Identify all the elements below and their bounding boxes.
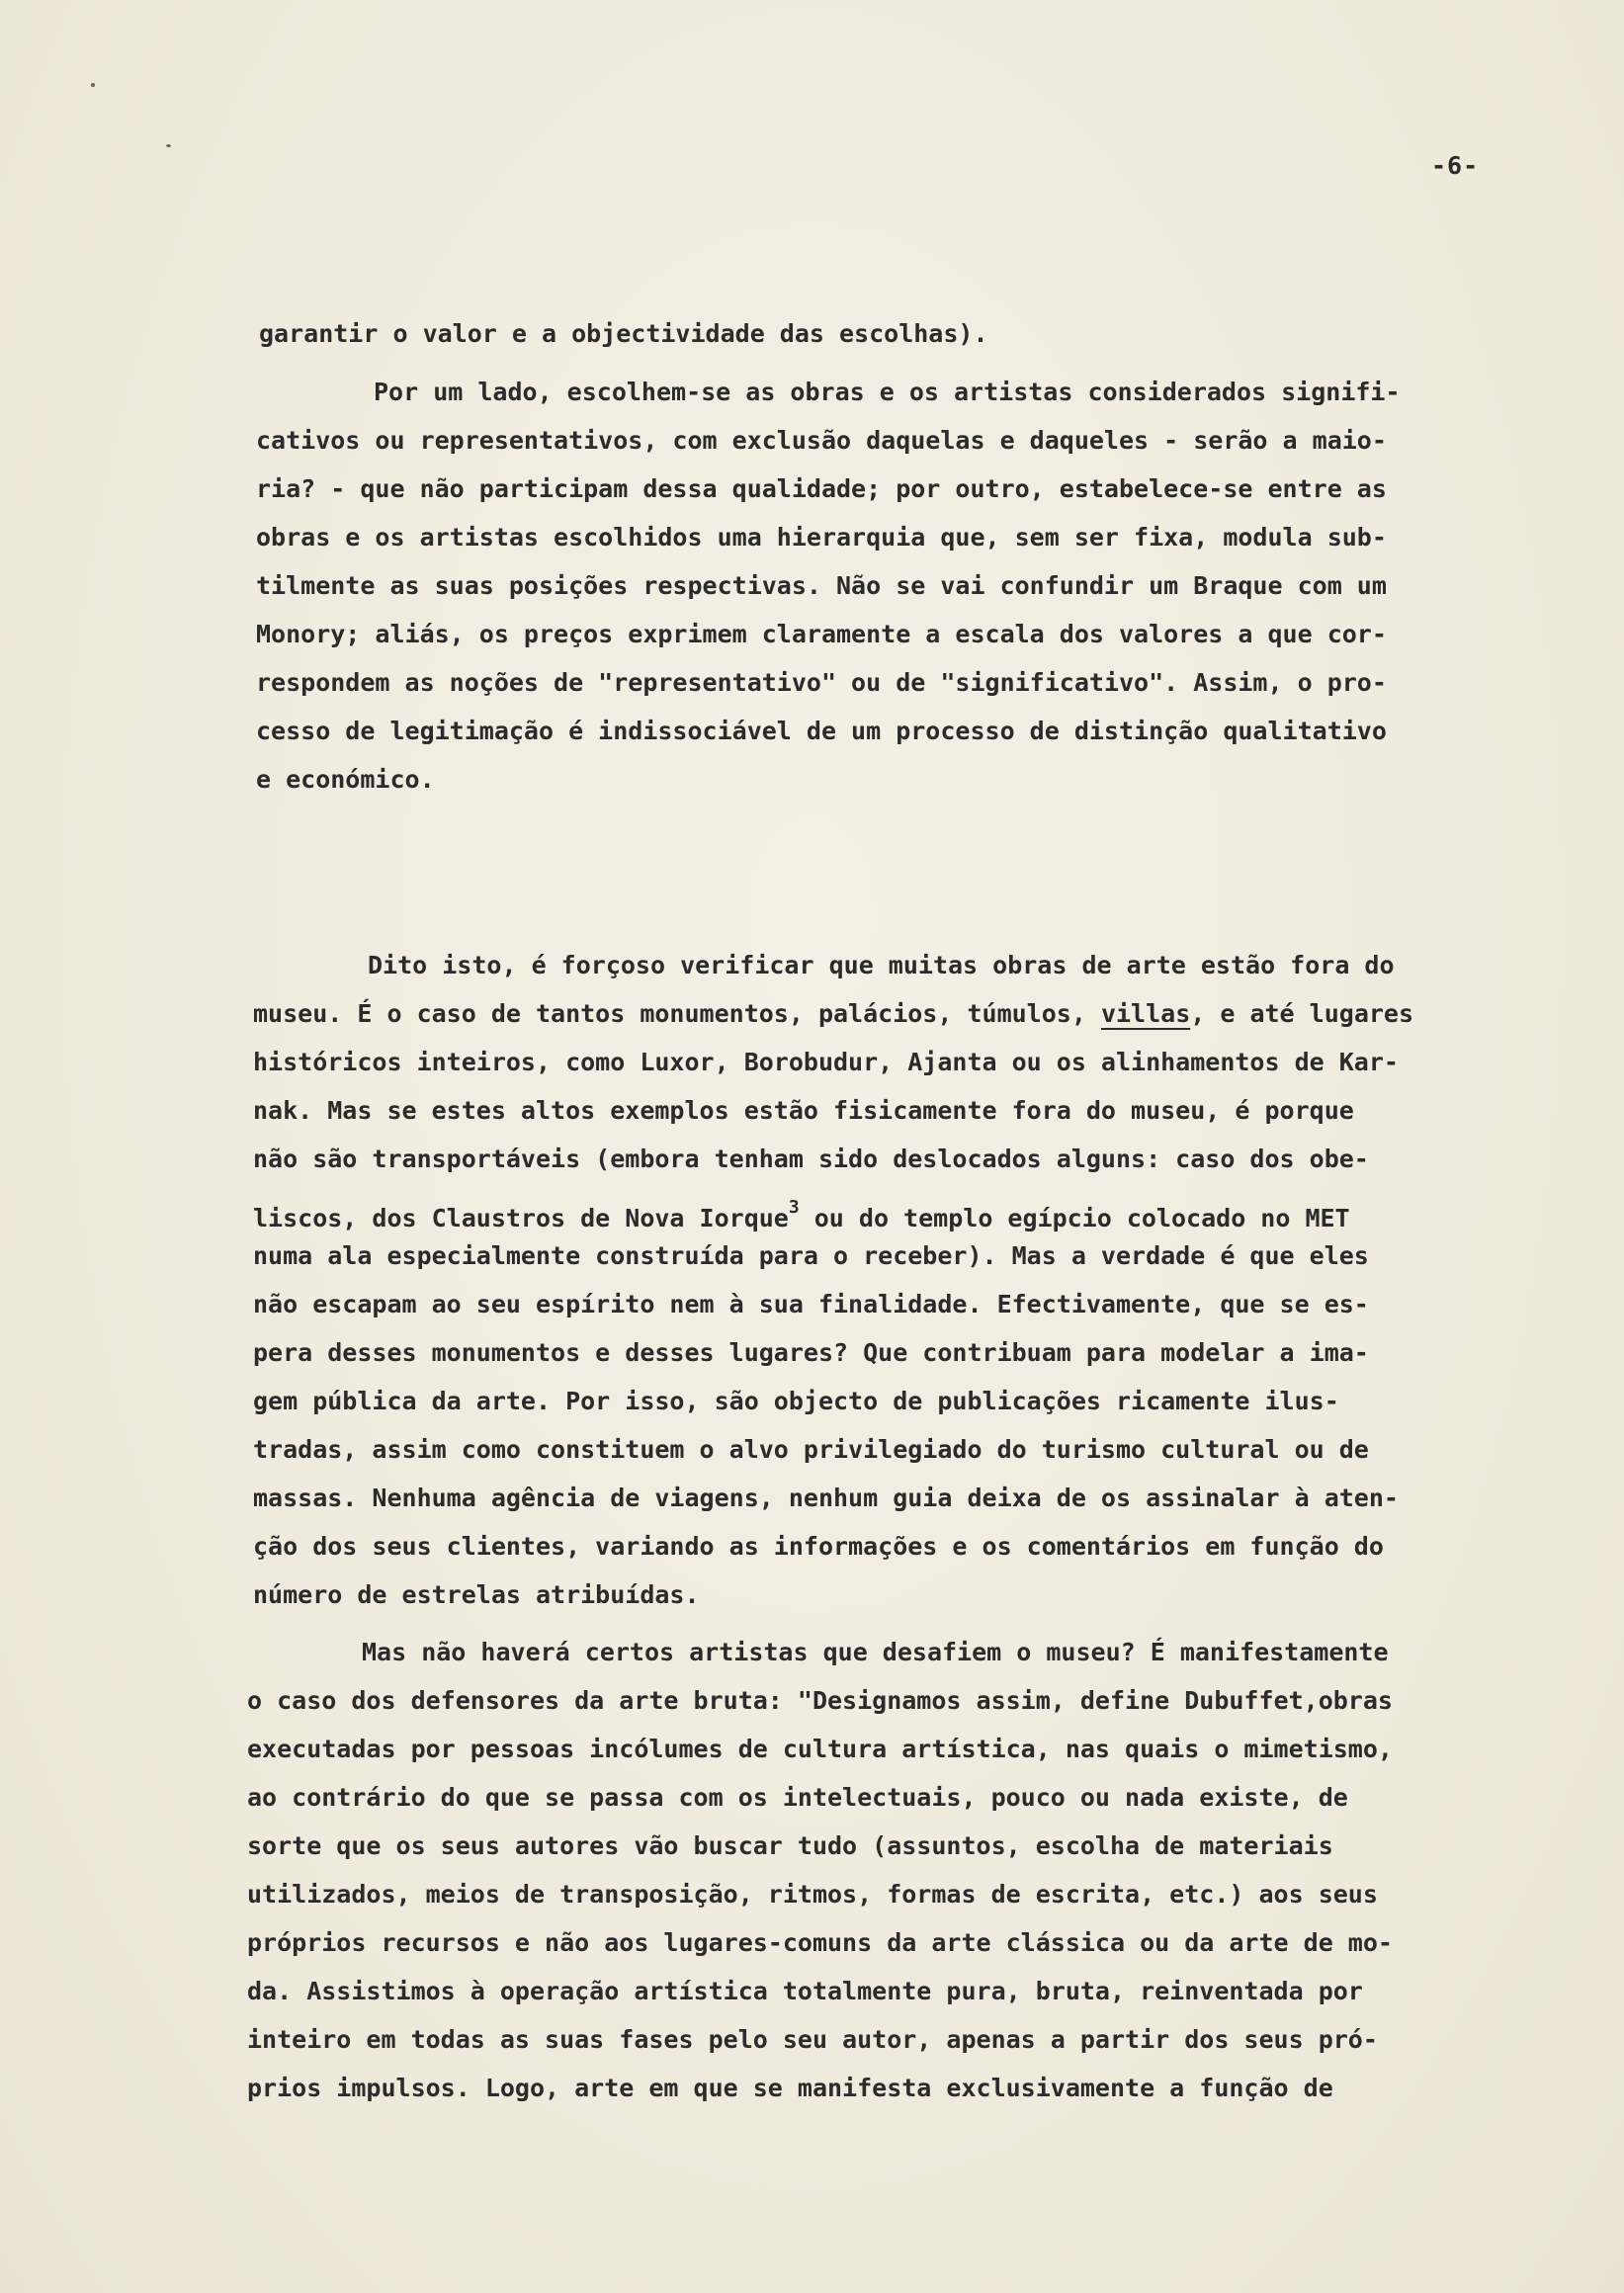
text-line: próprios recursos e não aos lugares-comuns da arte clássica ou da arte de mo- [247,1928,1393,1957]
text-line: tilmente as suas posições respectivas. Não se vai confundir um Braque com um [256,571,1387,600]
text-span: , e até lugares [1190,999,1414,1028]
text-line: pera desses monumentos e desses lugares? Que contribuam para modelar a ima- [253,1338,1369,1367]
text-line: não escapam ao seu espírito nem à sua finalidade. Efectivamente, que se es- [253,1290,1369,1318]
text-line: nak. Mas se estes altos exemplos estão fisicamente fora do museu, é porque [253,1096,1354,1125]
text-line: Dito isto, é forçoso verificar que muitas obras de arte estão fora do [368,951,1395,979]
text-line: executadas por pessoas incólumes de cultura artística, nas quais o mimetismo, [247,1735,1393,1763]
text-line: da. Assistimos à operação artística totalmente pura, bruta, reinventada por [247,1977,1363,2005]
text-line: prios impulsos. Logo, arte em que se manifesta exclusivamente a função de [247,2074,1333,2102]
text-line: utilizados, meios de transposição, ritmos, formas de escrita, etc.) aos seus [247,1880,1378,1909]
text-line: numa ala especialmente construída para o receber). Mas a verdade é que eles [253,1241,1369,1270]
text-line [253,1193,1350,1233]
text-line: garantir o valor e a objectividade das escolhas). [259,319,988,348]
footnote-marker: 3 [788,1197,800,1218]
text-line: cesso de legitimação é indissociável de um processo de distinção qualitativo [256,717,1387,745]
text-line: não são transportáveis (embora tenham sido deslocados alguns: caso dos obe- [253,1145,1369,1173]
text-line: o caso dos defensores da arte bruta: "Designamos assim, define Dubuffet,obras [247,1686,1393,1715]
text-line: Mas não haverá certos artistas que desafiem o museu? É manifestamente [362,1638,1389,1666]
text-line: Monory; aliás, os preços exprimem claramente a escala dos valores a que cor- [256,620,1387,648]
paper-speck [166,144,171,147]
text-line: cativos ou representativos, com exclusão daquelas e daqueles - serão a maio- [256,426,1387,455]
text-line [253,999,1413,1029]
text-span: liscos, dos Claustros de Nova Iorque [253,1204,789,1232]
text-line: inteiro em todas as suas fases pelo seu autor, apenas a partir dos seus pró- [247,2025,1378,2054]
text-span: ou do templo egípcio colocado no MET [799,1204,1350,1232]
text-line: massas. Nenhuma agência de viagens, nenhum guia deixa de os assinalar à aten- [253,1484,1399,1512]
text-line: obras e os artistas escolhidos uma hierarquia que, sem ser fixa, modula sub- [256,523,1387,552]
text-span: museu. É o caso de tantos monumentos, palácios, túmulos, [253,999,1101,1028]
text-line: ção dos seus clientes, variando as informações e os comentários em função do [253,1532,1384,1561]
paper-speck [91,83,95,87]
text-line: históricos inteiros, como Luxor, Borobudur, Ajanta ou os alinhamentos de Kar- [253,1048,1399,1076]
page-number: -6- [1431,151,1480,180]
text-line: sorte que os seus autores vão buscar tudo (assuntos, escolha de materiais [247,1831,1333,1860]
text-line: gem pública da arte. Por isso, são objecto de publicações ricamente ilus- [253,1387,1339,1415]
text-line: ao contrário do que se passa com os intelectuais, pouco ou nada existe, de [247,1783,1348,1812]
text-line: ria? - que não participam dessa qualidade; por outro, estabelece-se entre as [256,474,1387,503]
emphasis-villas: villas [1100,999,1191,1028]
text-line: número de estrelas atribuídas. [253,1580,700,1609]
text-line: tradas, assim como constituem o alvo privilegiado do turismo cultural ou de [253,1435,1369,1464]
text-line: respondem as noções de "representativo" ou de "significativo". Assim, o pro- [256,668,1387,697]
text-line: e económico. [256,765,435,794]
text-line: Por um lado, escolhem-se as obras e os artistas considerados signifi- [374,378,1401,406]
